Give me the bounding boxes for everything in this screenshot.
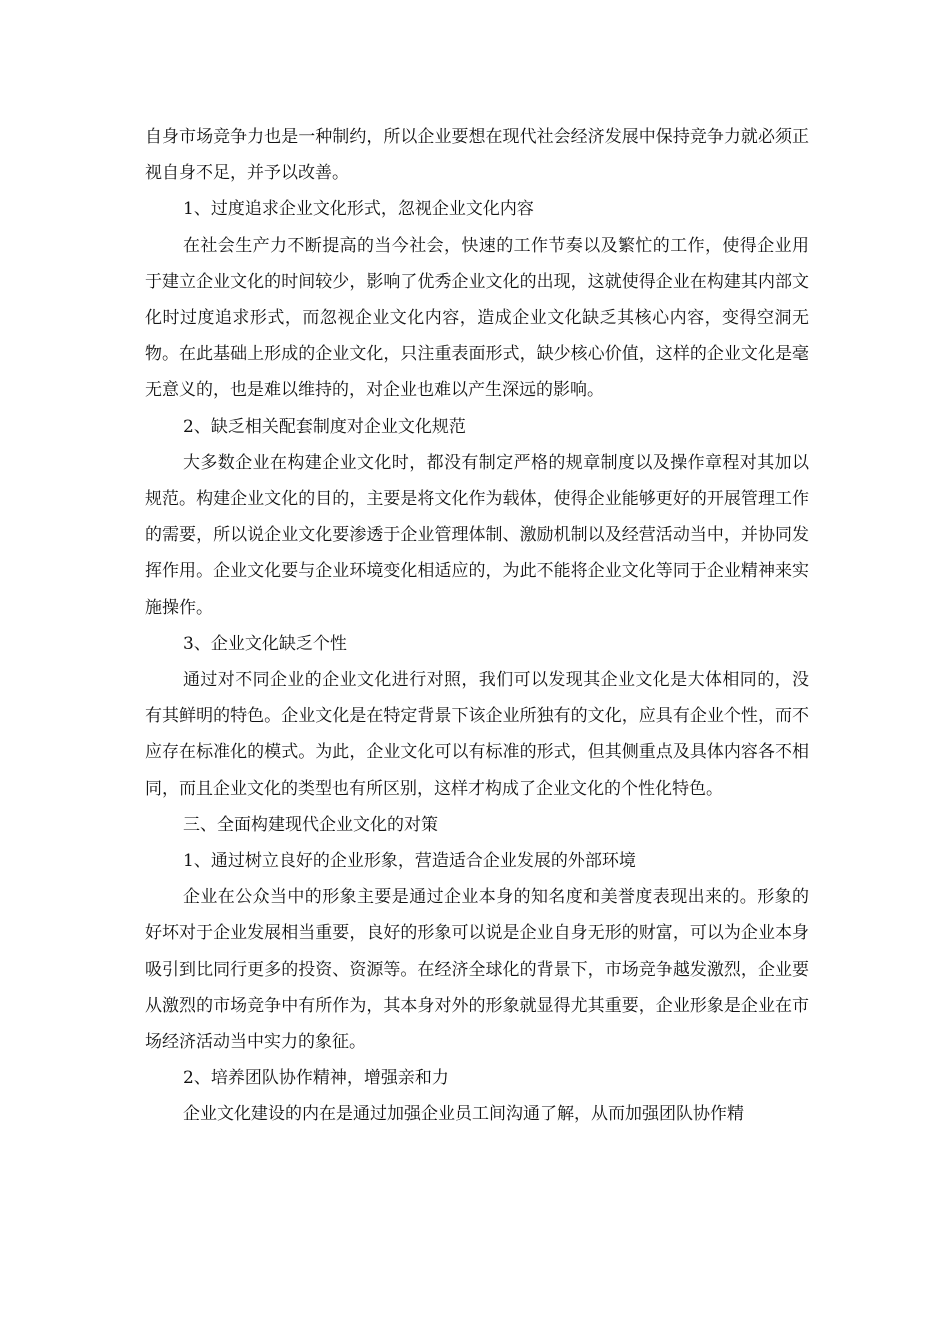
paragraph: 在社会生产力不断提高的当今社会，快速的工作节奏以及繁忙的工作，使得企业用于建立企业文化的时间较少，影响了优秀企业文化的出现，这就使得企业在构建其内部文化时过度追求形式，而忽视企业文化内容，造成企业文化缺乏其核心内容，变得空洞无物。在此基础上形成的企业文化，只注重表面形式，缺少核心价值，这样的企业文化是毫无意义的，也是难以维持的，对企业也难以产生深远的影响。 [145,235,809,401]
paragraph: 企业文化建设的内在是通过加强企业员工间沟通了解，从而加强团队协作精 [183,1104,744,1125]
paragraph: 大多数企业在构建企业文化时，都没有制定严格的规章制度以及操作章程对其加以规范。构建企业文化的目的，主要是将文化作为载体，使得企业能够更好的开展管理工作的需要，所以说企业文化要渗透于企业管理体制、激励机制以及经营活动当中，并协同发挥作用。企业文化要与企业环境变化相适应的，为此不能将企业文化等同于企业精神来实施操作。 [145,452,809,618]
section-heading: 1、通过树立良好的企业形象，营造适合企业发展的外部环境 [183,851,636,872]
chapter-heading: 三、全面构建现代企业文化的对策 [183,814,438,835]
section-heading: 2、培养团队协作精神，增强亲和力 [183,1068,449,1089]
paragraph-continued: 自身市场竞争力也是一种制约，所以企业要想在现代社会经济发展中保持竞争力就必须正视自身不足，并予以改善。 [145,127,809,184]
section-heading: 2、缺乏相关配套制度对企业文化规范 [183,416,466,437]
document-body [145,119,809,1133]
paragraph: 通过对不同企业的企业文化进行对照，我们可以发现其企业文化是大体相同的，没有其鲜明的特色。企业文化是在特定背景下该企业所独有的文化，应具有企业个性，而不应存在标准化的模式。为此，企业文化可以有标准的形式，但其侧重点及具体内容各不相同，而且企业文化的类型也有所区别，这样才构成了企业文化的个性化特色。 [145,670,809,799]
section-heading: 1、过度追求企业文化形式，忽视企业文化内容 [183,199,534,220]
section-heading: 3、企业文化缺乏个性 [183,633,347,654]
paragraph: 企业在公众当中的形象主要是通过企业本身的知名度和美誉度表现出来的。形象的好坏对于企业发展相当重要，良好的形象可以说是企业自身无形的财富，可以为企业本身吸引到比同行更多的投资、资源等。在经济全球化的背景下，市场竞争越发激烈，企业要从激烈的市场竞争中有所作为，其本身对外的形象就显得尤其重要，企业形象是企业在市场经济活动当中实力的象征。 [145,887,809,1053]
